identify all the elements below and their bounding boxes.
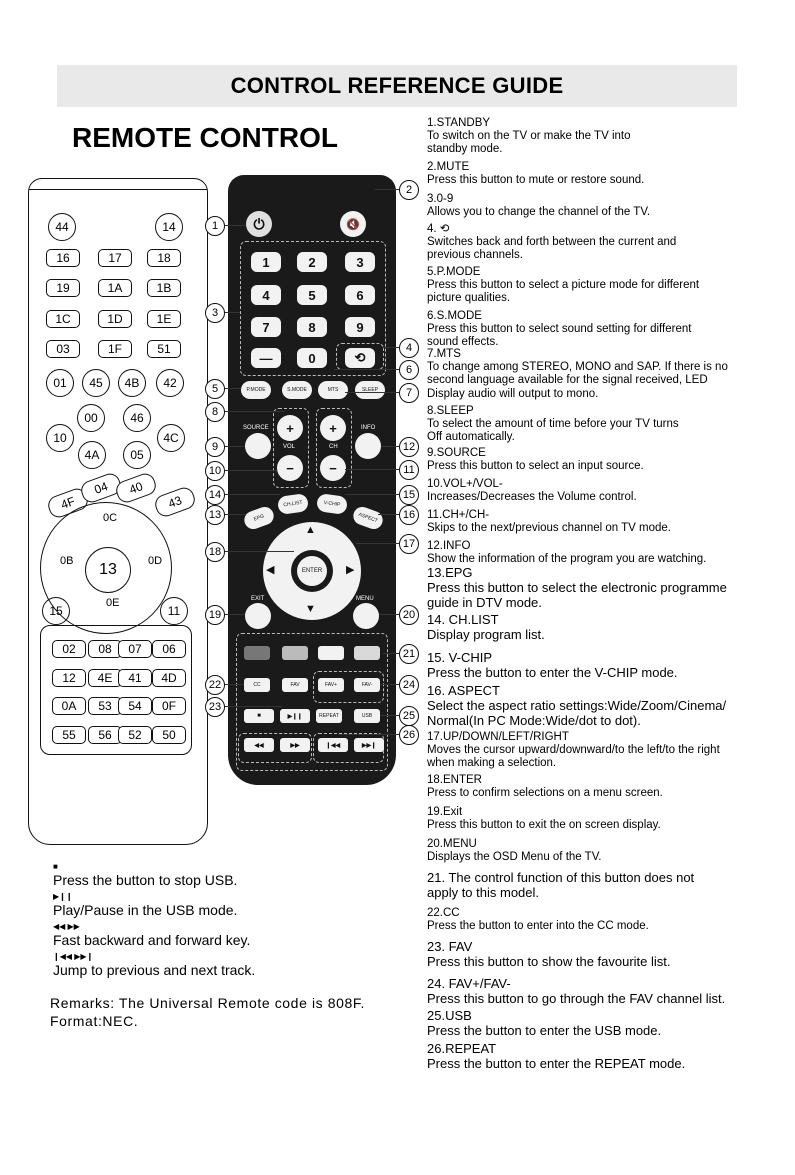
description-title: 1.STANDBY: [427, 117, 491, 129]
number-key[interactable]: 6: [345, 285, 375, 305]
description-item: [427, 806, 777, 832]
callout-number: 7: [399, 383, 419, 403]
description-title: 13.EPG: [427, 565, 473, 580]
description-title: 26.REPEAT: [427, 1041, 497, 1056]
number-key[interactable]: —: [251, 348, 281, 368]
description-item: [427, 161, 777, 187]
description-item: [427, 774, 777, 800]
number-key[interactable]: 8: [297, 317, 327, 337]
header-banner: [57, 65, 737, 107]
description-body: Press the button to enter into the CC mode.: [427, 920, 649, 933]
code-key: 55: [52, 726, 86, 744]
code-key-center: 13: [85, 547, 131, 593]
callout-leader-line: [223, 388, 241, 389]
left-arrow-icon[interactable]: ◀: [266, 564, 275, 576]
callout-leader-line: [378, 514, 399, 515]
callout-leader-line: [380, 684, 399, 685]
description-body: To select the amount of time before your TV turns Off automatically.: [427, 418, 679, 444]
callout-leader-line: [223, 551, 294, 552]
code-key: 04: [78, 471, 123, 505]
description-body: Press this button to select an input source.: [427, 460, 644, 473]
exit-label: EXIT: [251, 596, 265, 602]
info-label: INFO: [361, 425, 376, 431]
code-key: 05: [123, 441, 151, 469]
callout-leader-line: [223, 470, 277, 471]
callout-number: 3: [205, 303, 225, 323]
description-body: Press the button to enter the REPEAT mode.: [427, 1055, 686, 1071]
description-body: Press the button to enter the USB mode.: [427, 1022, 662, 1038]
callout-leader-line: [223, 411, 285, 412]
code-key: 4C: [157, 424, 185, 452]
code-key: 0F: [152, 697, 186, 715]
code-key: 4B: [118, 369, 146, 397]
middle-key[interactable]: CH.LIST: [277, 493, 309, 515]
legend-text: Fast backward and forward key.: [53, 932, 251, 948]
callout-leader-line: [223, 446, 245, 447]
number-key[interactable]: 3: [345, 252, 375, 272]
rewind-button[interactable]: ◀◀: [244, 738, 274, 752]
info-button[interactable]: [355, 433, 381, 459]
code-key: 1C: [46, 310, 80, 328]
callout-leader-line: [345, 469, 399, 470]
code-key: 12: [52, 669, 86, 687]
callout-number: 1: [205, 216, 225, 236]
description-item: [427, 1009, 777, 1039]
callout-number: 12: [399, 437, 419, 457]
callout-number: 25: [399, 706, 419, 726]
callout-leader-line: [345, 392, 399, 393]
code-key: 4D: [152, 669, 186, 687]
callout-number: 14: [205, 485, 225, 505]
code-key: 51: [147, 340, 181, 358]
number-key[interactable]: 0: [297, 348, 327, 368]
code-key-dpad-label: 0B: [60, 555, 74, 567]
callout-leader-line: [334, 369, 399, 370]
next-track-button[interactable]: ▶▶❙: [354, 738, 384, 752]
description-title: 7.MTS: [427, 348, 461, 360]
description-title: 11.CH+/CH-: [427, 509, 490, 521]
callout-number: 16: [399, 505, 419, 525]
callout-number: 10: [205, 461, 225, 481]
callout-leader-line: [223, 614, 245, 615]
callout-leader-line: [381, 446, 399, 447]
code-key: 1B: [147, 279, 181, 297]
function-key[interactable]: P.MODE: [241, 381, 271, 399]
code-key: 1E: [147, 310, 181, 328]
callout-number: 19: [205, 605, 225, 625]
callout-leader-line: [338, 734, 399, 735]
description-body: Press this button to select sound setting for different sound effects.: [427, 323, 692, 349]
description-item: [427, 223, 777, 263]
vol-up-button[interactable]: +: [277, 415, 303, 441]
callout-leader-line: [380, 715, 399, 716]
callout-leader-line: [223, 684, 244, 685]
color-key[interactable]: [282, 646, 308, 660]
description-item: [427, 405, 777, 445]
code-key: 56: [88, 726, 122, 744]
callout-number: 6: [399, 360, 419, 380]
code-key: 19: [46, 279, 80, 297]
description-item: [427, 509, 777, 535]
description-title: 6.S.MODE: [427, 310, 482, 322]
description-title: 20.MENU: [427, 838, 477, 850]
code-remote-dpad: [40, 502, 172, 634]
description-body: Select the aspect ratio settings:Wide/Zoom/Cinema/ Normal(In PC Mode:Wide/dot to dot).: [427, 697, 727, 728]
description-title: 24. FAV+/FAV-: [427, 976, 511, 991]
description-body: To change among STEREO, MONO and SAP. If there is no second language available for the signal received, LED Display audio will output to mono.: [427, 361, 728, 400]
callout-number: 22: [205, 675, 225, 695]
description-item: [427, 940, 777, 970]
vol-down-button[interactable]: −: [277, 455, 303, 481]
legend-text: Play/Pause in the USB mode.: [53, 902, 238, 918]
code-key: 18: [147, 249, 181, 267]
description-title: 19.Exit: [427, 806, 463, 818]
function-key[interactable]: SLEEP: [355, 381, 385, 399]
menu-label: MENU: [356, 596, 374, 602]
code-key: 50: [152, 726, 186, 744]
description-title: 15. V-CHIP: [427, 650, 493, 665]
previous-track-button[interactable]: ❙◀◀: [318, 738, 348, 752]
description-item: [427, 193, 777, 219]
power-button[interactable]: ⏻: [246, 211, 272, 237]
mute-button[interactable]: 🔇: [340, 211, 366, 237]
recall-button[interactable]: ⟲: [345, 348, 375, 368]
callout-number: 9: [205, 437, 225, 457]
description-title: 5.P.MODE: [427, 266, 481, 278]
callout-number: 18: [205, 542, 225, 562]
callout-number: 21: [399, 644, 419, 664]
description-body: Switches back and forth between the current and previous channels.: [427, 236, 677, 262]
description-title: 2.MUTE: [427, 161, 470, 173]
description-title: 18.ENTER: [427, 774, 482, 786]
code-key: 42: [156, 369, 184, 397]
vol-label: VOL: [283, 444, 296, 450]
lower-key[interactable]: CC: [244, 678, 270, 692]
description-item: [427, 348, 777, 401]
code-key: 10: [46, 424, 74, 452]
description-body: Press this button to select the electronic programme guide in DTV mode.: [427, 579, 727, 610]
code-key: 00: [77, 404, 105, 432]
description-title: 22.CC: [427, 907, 460, 919]
color-key[interactable]: [244, 646, 270, 660]
callout-number: 5: [205, 379, 225, 399]
code-key: 4A: [78, 441, 106, 469]
code-key: 53: [88, 697, 122, 715]
callout-number: 11: [399, 460, 419, 480]
code-key: 16: [46, 249, 80, 267]
callout-leader-line: [223, 514, 246, 515]
play-pause-button[interactable]: ▶❙❙: [280, 709, 310, 723]
color-key[interactable]: [354, 646, 380, 660]
callout-leader-line: [345, 494, 399, 495]
callout-number: 4: [399, 338, 419, 358]
description-title: 4. ⟲: [427, 223, 450, 235]
code-key: 1D: [98, 310, 132, 328]
ch-up-button[interactable]: +: [320, 415, 346, 441]
code-key: 1A: [98, 279, 132, 297]
description-item: [427, 566, 777, 611]
section-title: REMOTE CONTROL: [72, 122, 338, 153]
code-remote-lower-panel: [40, 625, 192, 755]
menu-button[interactable]: [353, 603, 379, 629]
callout-number: 20: [399, 605, 419, 625]
code-key: 02: [52, 640, 86, 658]
stop-icon: ■: [53, 862, 58, 871]
description-title: 12.INFO: [427, 540, 471, 552]
callout-number: 13: [205, 505, 225, 525]
code-key: 08: [88, 640, 122, 658]
description-body: Displays the OSD Menu of the TV.: [427, 851, 602, 864]
description-item: [427, 1042, 777, 1072]
callout-number: 2: [399, 180, 419, 200]
description-body: Display program list.: [427, 626, 545, 642]
number-key[interactable]: 5: [297, 285, 327, 305]
description-title: 9.SOURCE: [427, 447, 486, 459]
description-body: Allows you to change the channel of the TV.: [427, 206, 651, 219]
code-key: 01: [46, 369, 74, 397]
callout-leader-line: [375, 189, 399, 190]
callout-leader-line: [223, 706, 282, 707]
lower-key[interactable]: FAV+: [318, 678, 344, 692]
number-key[interactable]: 9: [345, 317, 375, 337]
description-item: [427, 684, 777, 729]
number-key[interactable]: 2: [297, 252, 327, 272]
code-key: 54: [118, 697, 152, 715]
description-item: [427, 117, 777, 157]
remarks-code: Remarks: The Universal Remote code is 808F.: [50, 995, 365, 1011]
lower-key[interactable]: FAV: [282, 678, 308, 692]
description-body: Press this button to exit the on screen display.: [427, 819, 661, 832]
description-item: [427, 540, 777, 566]
code-key: 43: [152, 485, 197, 519]
description-item: [427, 731, 777, 771]
code-key: 40: [113, 471, 158, 505]
number-key[interactable]: 4: [251, 285, 281, 305]
color-key[interactable]: [318, 646, 344, 660]
description-item: [427, 871, 777, 901]
description-title: 16. ASPECT: [427, 683, 500, 698]
code-key: 52: [118, 726, 152, 744]
code-key: 11: [160, 597, 188, 625]
code-key: 44: [48, 213, 76, 241]
skip-track-icon: ❙◀◀ ▶▶❙: [53, 952, 94, 961]
right-arrow-icon[interactable]: ▶: [346, 564, 355, 576]
callout-leader-line: [382, 347, 399, 348]
function-key[interactable]: MTS: [318, 381, 348, 399]
callout-leader-line: [223, 494, 280, 495]
fast-forward-button[interactable]: ▶▶: [280, 738, 310, 752]
description-title: 21. The control function of this button does not: [427, 870, 695, 885]
code-key: 17: [98, 249, 132, 267]
description-title: 10.VOL+/VOL-: [427, 478, 503, 490]
callout-number: 8: [205, 402, 225, 422]
down-arrow-icon[interactable]: ▼: [305, 603, 316, 615]
description-item: [427, 478, 777, 504]
description-body: Skips to the next/previous channel on TV mode.: [427, 522, 671, 535]
code-key-dpad-label: 0C: [103, 512, 118, 524]
callout-leader-line: [379, 614, 399, 615]
code-key: 15: [42, 597, 70, 625]
code-key: 46: [123, 404, 151, 432]
code-key: 07: [118, 640, 152, 658]
number-key[interactable]: 7: [251, 317, 281, 337]
description-title: 8.SLEEP: [427, 405, 474, 417]
remarks-format: Format:NEC.: [50, 1012, 139, 1029]
description-body: Press this button to go through the FAV channel list.: [427, 990, 726, 1006]
ch-down-button[interactable]: −: [320, 455, 346, 481]
description-item: [427, 266, 777, 306]
legend-text: Jump to previous and next track.: [53, 962, 256, 978]
description-body: Show the information of the program you are watching.: [427, 553, 707, 566]
function-key[interactable]: S.MODE: [282, 381, 312, 399]
lower-key[interactable]: FAV-: [354, 678, 380, 692]
description-body: Press the button to enter the V-CHIP mode.: [427, 664, 678, 680]
callout-number: 23: [205, 697, 225, 717]
callout-leader-line: [223, 312, 240, 313]
number-key[interactable]: 1: [251, 252, 281, 272]
source-label: SOURCE: [243, 425, 269, 431]
up-arrow-icon[interactable]: ▲: [305, 524, 316, 536]
callout-number: 15: [399, 485, 419, 505]
callout-leader-line: [383, 653, 399, 654]
code-key: 45: [82, 369, 110, 397]
description-item: [427, 977, 777, 1007]
description-body: Press this button to show the favourite list.: [427, 953, 671, 969]
callout-leader-line: [356, 543, 399, 544]
code-key: 1F: [98, 340, 132, 358]
description-item: [427, 310, 777, 350]
code-key-dpad-label: 0E: [106, 597, 120, 609]
description-title: 25.USB: [427, 1008, 472, 1023]
fast-forward-backward-icon: ◀◀ ▶▶: [53, 922, 80, 931]
stop-button[interactable]: ■: [244, 709, 274, 723]
ch-label: CH: [329, 444, 338, 450]
middle-key[interactable]: ASPECT: [351, 504, 385, 531]
code-key: 4F: [45, 486, 90, 520]
page-title: CONTROL REFERENCE GUIDE: [230, 73, 564, 98]
callout-leader-line: [223, 225, 246, 226]
callout-number: 17: [399, 534, 419, 554]
description-title: 3.0-9: [427, 193, 454, 205]
middle-key[interactable]: EPG: [242, 504, 276, 531]
description-item: [427, 907, 777, 933]
legend-text: Press the button to stop USB.: [53, 872, 238, 888]
description-title: 23. FAV: [427, 939, 473, 954]
code-key: 4E: [88, 669, 122, 687]
callout-number: 24: [399, 675, 419, 695]
description-body: Press to confirm selections on a menu screen.: [427, 787, 663, 800]
description-item: [427, 838, 777, 864]
lower-key[interactable]: REPEAT: [316, 709, 342, 723]
code-key-dpad-label: 0D: [148, 555, 163, 567]
exit-button[interactable]: [245, 603, 271, 629]
description-body: apply to this model.: [427, 884, 540, 900]
description-body: Press this button to select a picture mode for different picture qualities.: [427, 279, 700, 305]
remarks: [50, 995, 365, 1030]
description-item: [427, 651, 777, 681]
code-key: 41: [118, 669, 152, 687]
description-item: [427, 613, 777, 643]
description-body: Press this button to mute or restore sound.: [427, 174, 645, 187]
code-key: 03: [46, 340, 80, 358]
lower-key[interactable]: USB: [354, 709, 380, 723]
usb-key-legend: [53, 862, 403, 982]
description-title: 17.UP/DOWN/LEFT/RIGHT: [427, 731, 569, 743]
code-key: 06: [152, 640, 186, 658]
description-body: Increases/Decreases the Volume control.: [427, 491, 637, 504]
description-body: To switch on the TV or make the TV into standby mode.: [427, 130, 631, 156]
play-pause-icon: ▶❙❙: [53, 892, 73, 901]
enter-button[interactable]: ENTER: [297, 556, 327, 586]
description-title: 14. CH.LIST: [427, 612, 499, 627]
source-button[interactable]: [245, 433, 271, 459]
code-key: 14: [155, 213, 183, 241]
description-body: Moves the cursor upward/downward/to the left/to the right when making a selection.: [427, 744, 720, 770]
code-key: 0A: [52, 697, 86, 715]
callout-number: 26: [399, 725, 419, 745]
description-item: [427, 447, 777, 473]
middle-key[interactable]: V-CHIP: [316, 493, 348, 515]
